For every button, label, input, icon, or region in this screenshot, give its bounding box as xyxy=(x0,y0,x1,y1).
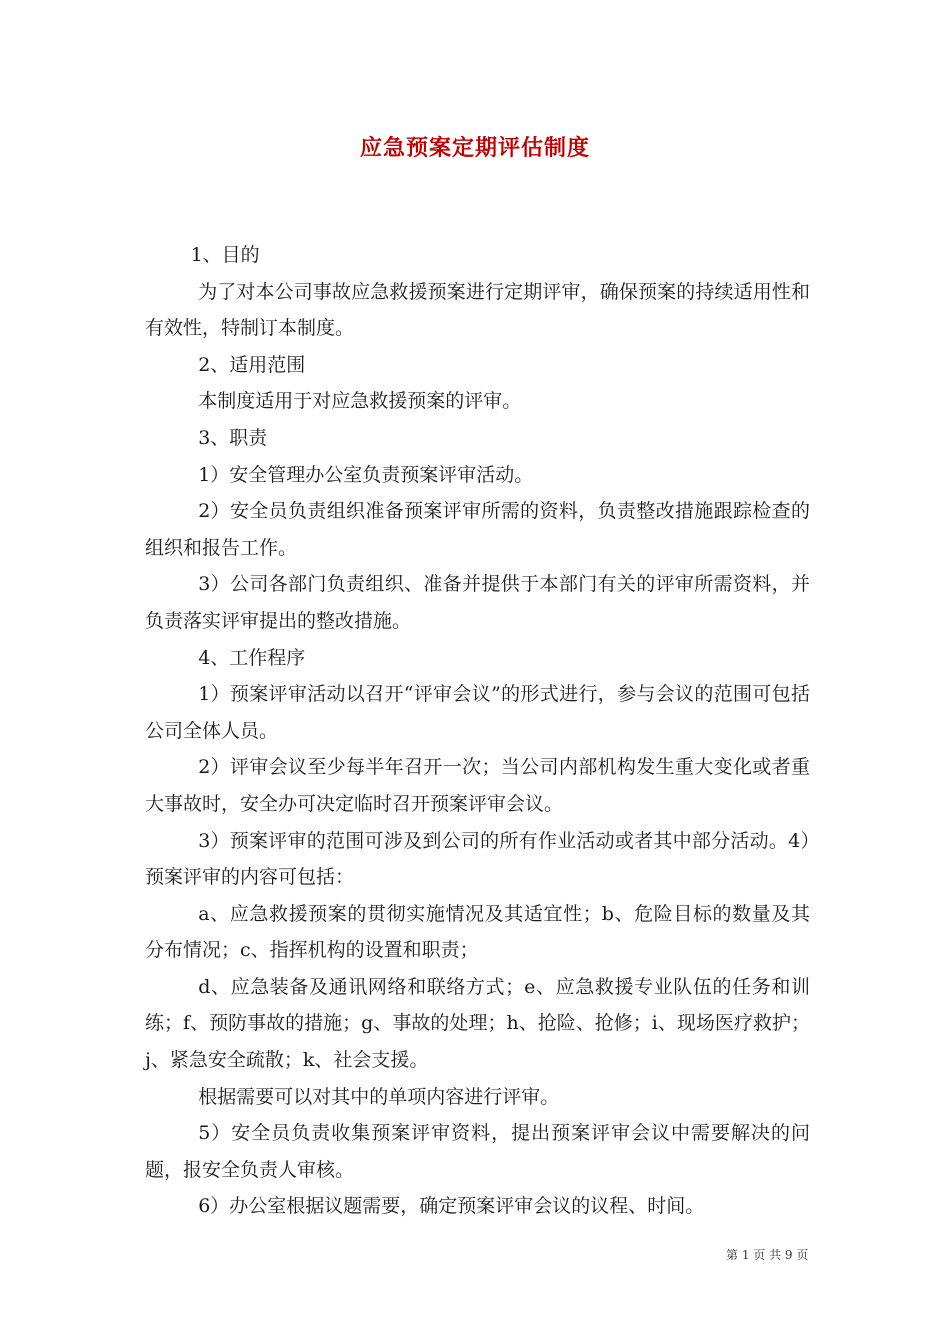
paragraph: 3）公司各部门负责组织、准备并提供于本部门有关的评审所需资料，并负责落实评审提出的整改措施。 xyxy=(145,573,810,632)
paragraph: 为了对本公司事故应急救援预案进行定期评审，确保预案的持续适用性和有效性，特制订本制度。 xyxy=(145,280,810,340)
document-body xyxy=(145,237,810,1225)
paragraph: 1）预案评审活动以召开“评审会议”的形式进行，参与会议的范围可包括公司全体人员。 xyxy=(145,683,810,742)
paragraph: 根据需要可以对其中的单项内容进行评审。 xyxy=(198,1085,560,1108)
section-heading-duties: 3、职责 xyxy=(198,426,268,449)
paragraph: 2）评审会议至少每半年召开一次；当公司内部机构发生重大变化或者重大事故时，安全办可决定临时召开预案评审会议。 xyxy=(145,756,810,815)
paragraph: 5）安全员负责收集预案评审资料，提出预案评审会议中需要解决的问题，报安全负责人审核。 xyxy=(145,1122,810,1181)
page-number: 第 1 页 共 9 页 xyxy=(726,1248,809,1262)
paragraph: d、应急装备及通讯网络和联络方式；e、应急救援专业队伍的任务和训练；f、预防事故的措施；g、事故的处理；h、抢险、抢修；i、现场医疗救护；j、紧急安全疏散；k、社会支援。 xyxy=(145,975,810,1072)
paragraph: 1）安全管理办公室负责预案评审活动。 xyxy=(198,463,534,486)
section-heading-scope: 2、适用范围 xyxy=(198,353,306,376)
section-heading-procedure: 4、工作程序 xyxy=(198,646,306,669)
paragraph: 6）办公室根据议题需要，确定预案评审会议的议程、时间。 xyxy=(198,1195,705,1218)
section-heading-purpose: 1、目的 xyxy=(190,244,260,266)
document-title: 应急预案定期评估制度 xyxy=(359,136,590,161)
paragraph: 2）安全员负责组织准备预案评审所需的资料，负责整改措施跟踪检查的组织和报告工作。 xyxy=(145,500,810,559)
paragraph: 本制度适用于对应急救援预案的评审。 xyxy=(198,390,522,413)
paragraph: a、应急救援预案的贯彻实施情况及其适宜性；b、危险目标的数量及其分布情况；c、指挥机构的设置和职责； xyxy=(145,902,810,962)
paragraph: 3）预案评审的范围可涉及到公司的所有作业活动或者其中部分活动。4）预案评审的内容可包括： xyxy=(145,829,810,889)
